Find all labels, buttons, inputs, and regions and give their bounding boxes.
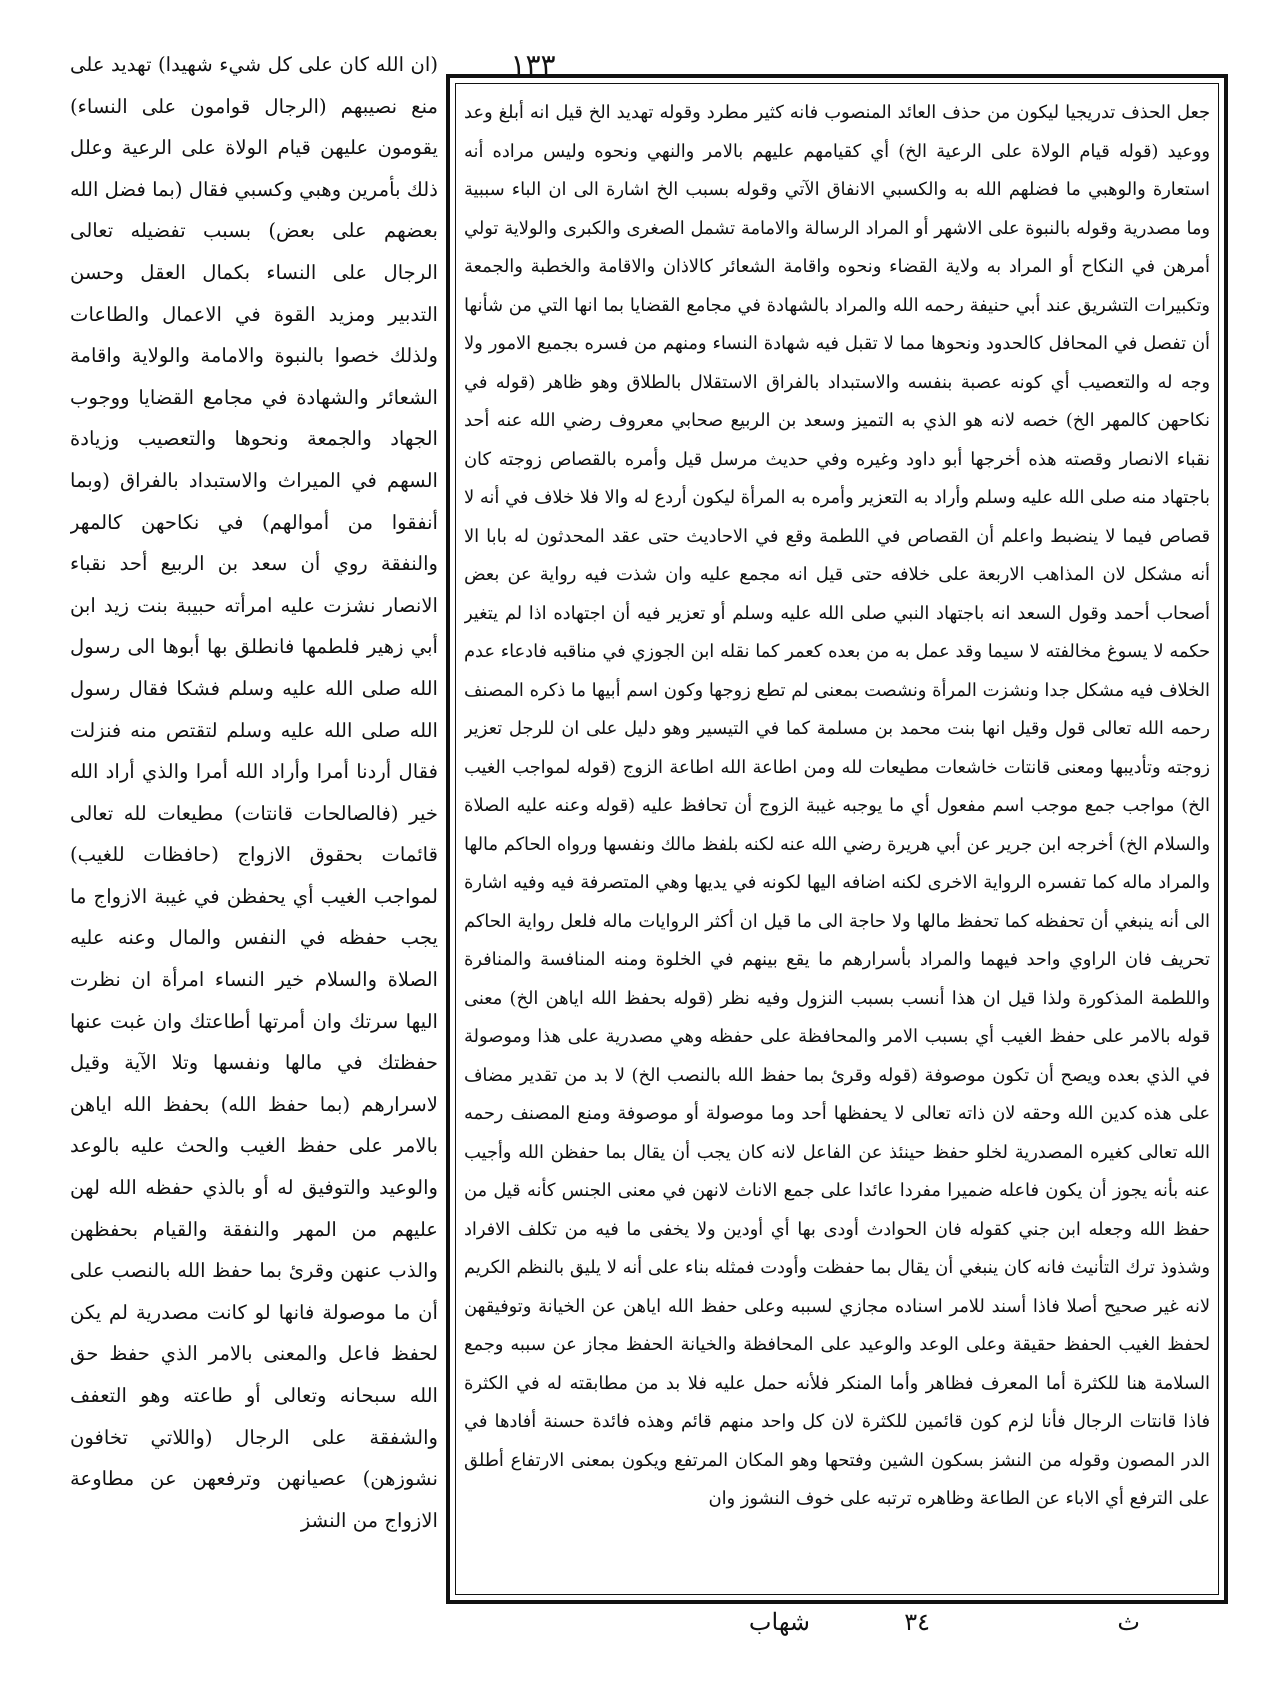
main-text-frame — [446, 74, 1228, 1604]
footer-signature-letter: ث — [1117, 1608, 1140, 1636]
page-number: ١٣٣ — [510, 48, 556, 81]
footer-sheet-number: ٣٤ — [904, 1608, 930, 1636]
margin-commentary-text: (ان الله كان على كل شيء شهيدا) تهديد على منع نصيبهم (الرجال قوامون على النساء) يقومون عليهن قيام الولاة على الرعية وعلل ذلك بأمرين وهبي وكسبي فقال (بما فضل الله بعضهم على بعض) بسبب تفضيله تعالى الرجال على النساء بكمال العقل وحسن التدبير ومزيد القوة في الاعمال والطاعات ولذلك خصوا بالنبوة والامامة والولاية واقامة الشعائر والشهادة في مجامع القضايا ووجوب الجهاد والجمعة ونحوها والتعصيب وزيادة السهم في الميراث والاستبداد بالفراق (وبما أنفقوا من أموالهم) في نكاحهن كالمهر والنفقة روي أن سعد بن الربيع أحد نقباء الانصار نشزت عليه امرأته حبيبة بنت زيد ابن أبي زهير فلطمها فانطلق بها أبوها الى رسول الله صلى الله عليه وسلم فشكا فقال رسول الله صلى الله عليه وسلم لتقتص منه فنزلت فقال أردنا أمرا وأراد الله أمرا والذي أراد الله خير (فالصالحات قانتات) مطيعات لله تعالى قائمات بحقوق الازواج (حافظات للغيب) لمواجب الغيب أي يحفظن في غيبة الازواج ما يجب حفظه في النفس والمال وعنه عليه الصلاة والسلام خير النساء امرأة ان نظرت اليها سرتك وان أمرتها أطاعتك وان غبت عنها حفظتك في مالها ونفسها وتلا الآية وقيل لاسرارهم (بما حفظ الله) بحفظ الله اياهن بالامر على حفظ الغيب والحث عليه بالوعد والوعيد والتوفيق له أو بالذي حفظه الله لهن عليهم من المهر والنفقة والقيام بحفظهن والذب عنهن وقرئ بما حفظ الله بالنصب على أن ما موصولة فانها لو كانت مصدرية لم يكن لحفظ فاعل والمعنى بالامر الذي حفظ حق الله سبحانه وتعالى أو طاعته وهو التعفف والشفقة على الرجال (واللاتي تخافون نشوزهن) عصيانهن وترفعهن عن مطاوعة الازواج من النشز — [70, 53, 438, 1532]
margin-commentary-column — [70, 44, 438, 1644]
page-footer — [600, 1608, 1140, 1642]
main-commentary-paragraph: جعل الحذف تدريجيا ليكون من حذف العائد المنصوب فانه كثير مطرد وقوله تهديد الخ قيل انه أبلغ وعد ووعيد (قوله قيام الولاة على الرعية الخ) أي كقيامهم عليهم بالامر والنهي ونحوه وليس مراده أنه استعارة والوهبي ما فضلهم الله به والكسبي الانفاق الآتي وقوله بسبب الخ اشارة الى ان الباء سببية وما مصدرية وقوله بالنبوة على الاشهر أو المراد الرسالة والامامة تشمل الصغرى والكبرى والولاية تولي أمرهن في النكاح أو المراد به ولاية القضاء ونحوه واقامة الشعائر كالاذان والاقامة والخطبة والجمعة وتكبيرات التشريق عند أبي حنيفة رحمه الله والمراد بالشهادة في مجامع القضايا بما انها التي من شأنها أن تفصل في المحافل كالحدود ونحوها مما لا تقبل فيه شهادة النساء ومنهم من فسره بجميع الامور ولا وجه له والتعصيب أي كونه عصبة بنفسه والاستبداد بالفراق الاستقلال بالطلاق وهو ظاهر (قوله في نكاحهن كالمهر الخ) خصه لانه هو الذي به التميز وسعد بن الربيع صحابي معروف رضي الله عنه أحد نقباء الانصار وقصته هذه أخرجها أبو داود وغيره وفي حديث مرسل قيل وأمره بالقصاص زوجته كان باجتهاد منه صلى الله عليه وسلم وأراد به التعزير وأمره به المرأة ليكون أردع له والا فلا خلاف في أنه لا قصاص فيما لا ينضبط واعلم أن القصاص في اللطمة وقع في الاحاديث حتى عقد المحدثون له بابا الا أنه مشكل لان المذاهب الاربعة على خلافه حتى قيل انه مجمع عليه وان شذت فيه رواية عن بعض أصحاب أحمد وقول السعد انه باجتهاد النبي صلى الله عليه وسلم أو تعزير فيه أن اجتهاده اذا لم يتغير حكمه لا يسوغ مخالفته لا سيما وقد عمل به من بعده كعمر كما نقله ابن الجوزي في مناقبه فادعاء عدم الخلاف فيه مشكل جدا ونشزت المرأة ونشصت بمعنى لم تطع زوجها وكون اسم أبيها ما ذكره المصنف رحمه الله تعالى قول وقيل انها بنت محمد بن مسلمة كما في التيسير وهو دليل على ان للرجل تعزير زوجته وتأديبها ومعنى قانتات خاشعات مطيعات لله ومن اطاعة الله اطاعة الزوج (قوله لمواجب الغيب الخ) مواجب جمع موجب اسم مفعول أي ما يوجبه غيبة الزوج أن تحافظ عليه (قوله وعنه عليه الصلاة والسلام الخ) أخرجه ابن جرير عن أبي هريرة رضي الله عنه لكنه بلفظ مالك ونفسها ورواه الحاكم مالها والمراد ماله كما تفسره الرواية الاخرى لكنه اضافه اليها لكونه في يديها وهي المتصرفة فيه وفيه اشارة الى أنه ينبغي أن تحفظه كما تحفظ مالها ولا حاجة الى ما قيل ان أكثر الروايات ماله فلعل رواية الحاكم تحريف فان الراوي واحد فيهما والمراد بأسرارهم ما يقع بينهم في الخلوة ومنه المنافسة والمنافرة واللطمة المذكورة ولذا قيل ان هذا أنسب بسبب النزول وفيه نظر (قوله بحفظ الله اياهن الخ) معنى قوله بالامر على حفظ الغيب أي بسبب الامر والمحافظة على حفظه وهي مصدرية على هذا وموصولة في الذي بعده ويصح أن تكون موصوفة (قوله وقرئ بما حفظ الله بالنصب الخ) لا بد من تقدير مضاف على هذه كدين الله وحقه لان ذاته تعالى لا يحفظها أحد وما موصولة أو موصوفة ومنع المصنف رحمه الله تعالى كغيره المصدرية لخلو حفظ حينئذ عن الفاعل لانه كان يجب أن يقال بما حفظن الله وأجيب عنه بأنه يجوز أن يكون فاعله ضميرا مفردا عائدا على جمع الاناث لانهن في معنى الجنس كأنه قيل من حفظ الله وجعله ابن جني كقوله فان الحوادث أودى بها أي أودين ولا يخفى ما فيه من تكلف الافراد وشذوذ ترك التأنيث فانه كان ينبغي أن يقال بما حفظت وأودت فمثله بناء على أنه لا يليق بالنظم الكريم لانه غير صحيح أصلا فاذا أسند للامر اسناده مجازي لسببه وعلى حفظ الله اياهن عن الخيانة وتوفيقهن لحفظ الغيب الحفظ حقيقة وعلى الوعد والوعيد على المحافظة والخيانة الحفظ مجاز عن سببه وجمع السلامة هنا للكثرة أما المعرف فظاهر وأما المنكر فلأنه حمل عليه فلا بد من مطابقته له في الكثرة فاذا قانتات الرجال فأنا لزم كون قائمين للكثرة لان كل واحد منهم قائم وهذه فائدة حسنة أفادها في الدر المصون وقوله من النشز بسكون الشين وفتحها وهو المكان المرتفع ويكون بمعنى الارتفاع أطلق على الترفع أي الاباء عن الطاعة وظاهره ترتبه على خوف النشوز وان — [464, 102, 1210, 1509]
main-commentary-body — [464, 94, 1210, 1588]
footer-work-title: شهاب — [748, 1608, 810, 1636]
